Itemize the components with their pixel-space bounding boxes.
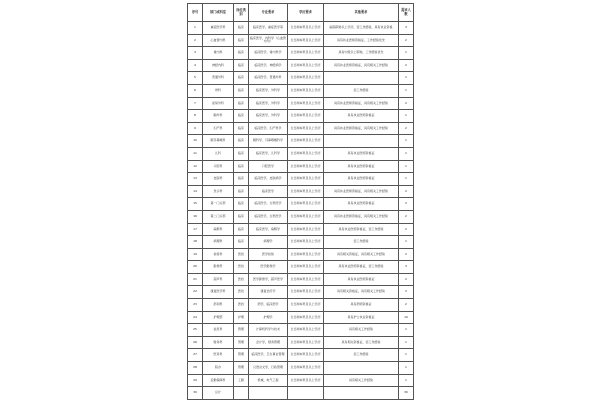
table-cell: 全日制本科及以上学历 [288,261,324,274]
table-cell: 肾内科 [203,47,234,60]
table-cell: 临床医学，内科学（心血管方向） [249,34,288,47]
table-row [188,336,414,349]
header-cell: 序号 [188,4,203,22]
table-cell [324,72,399,85]
table-row [188,147,414,160]
table-cell: 麻醉科 [203,223,234,236]
table-cell: 临床医学，皮肤病学 [249,173,288,186]
table-cell: 第一门诊部 [203,198,234,211]
table-body [188,22,414,400]
table-cell: 医务科 [203,349,234,362]
recruitment-table-page [187,3,413,397]
table-cell: 药剂科 [203,299,234,312]
table-row [188,59,414,72]
table-cell: 信息科 [203,324,234,337]
table-cell: 财务科 [203,336,234,349]
table-cell: 需工作经验 [324,84,399,97]
table-cell: 具有执业医师资格证，具有相关工作经验 [324,122,399,135]
table-cell: 30 [188,387,203,400]
table-cell: 临床 [234,22,249,35]
table-cell: 计算机科学与技术 [249,324,288,337]
table-cell: 临床医学，普通外科 [249,72,288,85]
table-row [188,273,414,286]
table-cell: 1 [399,349,414,362]
table-cell: 全日制本科及以上学历 [288,185,324,198]
table-cell: 具有执业医师资格证 [324,273,399,286]
table-cell: 检验科 [203,248,234,261]
table-cell: 口腔医学 [249,160,288,173]
table-cell: 26 [188,336,203,349]
table-cell: 2 [399,286,414,299]
table-cell: 临床医学，麻醉学 [249,223,288,236]
table-cell: 具有执业医师资格证，具有相关工作经验 [324,185,399,198]
table-cell: 23 [188,299,203,312]
table-cell: 13 [188,173,203,186]
table-cell: 后勤保障科 [203,374,234,387]
table-row [188,185,414,198]
table-cell: 医技 [234,261,249,274]
table-cell: 全日制本科及以上学历 [288,311,324,324]
table-cell: 管理 [234,336,249,349]
table-cell: 29 [188,374,203,387]
table-cell: 临床 [234,147,249,160]
table-cell: 3 [399,22,414,35]
table-cell: 临床 [234,59,249,72]
table-cell: 1 [399,374,414,387]
table-cell: 具有相关工作经验 [324,374,399,387]
table-row [188,173,414,186]
table-cell: 全日制本科及以上学历 [288,362,324,375]
table-cell: 眼耳鼻喉科 [203,135,234,148]
table-cell: 全日制本科及以上学历 [288,147,324,160]
table-cell: 临床 [234,160,249,173]
table-cell: 1 [399,84,414,97]
table-cell: 第二门诊部 [203,210,234,223]
table-cell: 2 [399,198,414,211]
table-cell: 病理学 [249,236,288,249]
table-row [188,47,414,60]
table-cell: 2 [399,223,414,236]
table-cell: 临床 [234,198,249,211]
table-cell: 会计学，财务管理 [249,336,288,349]
table-cell: 3 [399,261,414,274]
table-cell: 骨科 [203,84,234,97]
table-row [188,110,414,123]
table-cell: 临床医学，全科医学 [249,198,288,211]
table-cell: 临床 [234,223,249,236]
table-row [188,311,414,324]
table-cell: 工勤 [234,374,249,387]
table-cell: 全日制本科及以上学历 [288,160,324,173]
table-cell: 全日制本科及以上学历 [288,324,324,337]
table-cell: 25 [188,324,203,337]
table-cell: 皮肤科 [203,173,234,186]
table-cell: 医学影像学，超声医学 [249,273,288,286]
table-row [188,135,414,148]
table-cell: 副高职称以上学历，需工作经验，具有执业资格 [324,22,399,35]
table-cell: 具有执业医师资格证，需工作经验 [324,261,399,274]
table-cell: 2 [399,210,414,223]
table-cell: 17 [188,223,203,236]
table-cell: 1 [399,160,414,173]
table-cell: 心血管内科 [203,34,234,47]
table-cell: 全日制本科及以上学历 [288,22,324,35]
table-cell: 全日制本科及以上学历 [288,34,324,47]
table-cell: 具有执业医师资格证 [324,173,399,186]
table-cell: 18 [188,236,203,249]
table-cell: 重症医学科 [203,22,234,35]
table-cell [288,387,324,400]
table-cell: 急诊科 [203,185,234,198]
table-cell: 具有执业医师资格证，具有相关工作经验 [324,97,399,110]
table-cell: 总计 [203,387,234,400]
table-cell: 具有相关资格证，具有相关工作经验 [324,248,399,261]
table-row [188,261,414,274]
table-cell: 24 [188,311,203,324]
table-cell: 19 [188,248,203,261]
table-cell: 临床医学 [249,185,288,198]
table-cell: 全日制本科及以上学历 [288,299,324,312]
table-cell: 7 [188,97,203,110]
table-cell: 28 [188,362,203,375]
table-row [188,198,414,211]
table-cell: 3 [188,47,203,60]
table-cell: 2 [399,273,414,286]
table-cell: 临床医学，重症医学等 [249,22,288,35]
table-row [188,84,414,97]
table-cell: 院办 [203,362,234,375]
table-cell: 12 [188,160,203,173]
table-cell: 临床 [234,210,249,223]
table-cell: 22 [188,286,203,299]
table-cell: 管理 [234,362,249,375]
table-cell: 临床医学，肾内科学 [249,47,288,60]
table-row [188,34,414,47]
table-row [188,160,414,173]
table-cell: 2 [399,299,414,312]
table-cell: 临床 [234,185,249,198]
table-cell: 全日制本科及以上学历 [288,273,324,286]
table-cell: 4 [188,59,203,72]
table-row [188,324,414,337]
table-cell [249,387,288,400]
table-cell: 眼科学，耳鼻咽喉科学 [249,135,288,148]
table-cell: 1 [399,336,414,349]
table-cell: 30 [399,387,414,400]
table-cell: 临床 [234,173,249,186]
table-cell: 6 [188,84,203,97]
table-cell: 儿科 [203,147,234,160]
table-cell: 医技 [234,299,249,312]
table-cell: 临床医学，神经病学 [249,59,288,72]
table-cell: 11 [188,147,203,160]
table-cell: 管理 [234,349,249,362]
table-cell: 泌尿外科 [203,97,234,110]
table-cell: 口腔科 [203,160,234,173]
table-cell: 临床 [234,97,249,110]
table-cell: 1 [399,110,414,123]
table-cell: 临床医学，卫生事业管理 [249,349,288,362]
table-cell: 护理部 [203,311,234,324]
table-row [188,299,414,312]
table-cell: 医学检验 [249,248,288,261]
table-cell: 康复医学科 [203,286,234,299]
table-cell: 2 [399,185,414,198]
table-cell: 临床医学，外科学 [249,97,288,110]
table-cell: 全日制本科及以上学历 [288,47,324,60]
table-cell: 具有执业医师资格证 [324,110,399,123]
table-cell: 管理 [234,324,249,337]
table-cell: 1 [399,135,414,148]
table-cell: 胸外科 [203,110,234,123]
table-row [188,210,414,223]
table-cell: 康复治疗学 [249,286,288,299]
table-cell: 汉语言文学，行政管理 [249,362,288,375]
table-row [188,223,414,236]
table-cell: 临床 [234,84,249,97]
table-cell: 全日制本科及以上学历 [288,122,324,135]
table-cell: 具有相关资格证，具有相关工作经验 [324,286,399,299]
table-cell: 1 [399,324,414,337]
table-cell: 9 [188,122,203,135]
table-cell: 临床医学，外科学 [249,84,288,97]
table-cell: 全日制本科及以上学历 [288,236,324,249]
table-cell [324,362,399,375]
table-cell: 全日制本科及以上学历 [288,97,324,110]
table-cell: 全日制本科及以上学历 [288,210,324,223]
table-row [188,22,414,35]
table-cell: 临床 [234,34,249,47]
table-cell: 具有执业医师资格证 [324,147,399,160]
table-cell: 全日制本科及以上学历 [288,223,324,236]
table-cell: 全日制本科及以上学历 [288,110,324,123]
table-cell: 1 [399,173,414,186]
table-row [188,97,414,110]
table-cell: 全日制本科及以上学历 [288,336,324,349]
table-cell: 临床 [234,135,249,148]
header-cell: 学历要求 [288,4,324,22]
header-cell: 其他要求 [324,4,399,22]
table-row [188,72,414,85]
table-cell: 医技 [234,273,249,286]
table-row [188,362,414,375]
table-cell: 普通外科 [203,72,234,85]
table-cell: 具有相关工作经验 [324,324,399,337]
table-cell: 全日制本科及以上学历 [288,248,324,261]
table-cell: 10 [399,311,414,324]
table-cell: 20 [188,261,203,274]
header-cell: 需求人数 [399,4,414,22]
table-cell: 15 [188,198,203,211]
table-cell: 临床医学，儿科学 [249,147,288,160]
table-cell: 全日制本科及以上学历 [288,173,324,186]
header-cell: 专业要求 [249,4,288,22]
table-cell: 2 [399,59,414,72]
table-cell: 具有执业医师资格证，工作经验优先 [324,34,399,47]
table-cell: 具有相关资格证，需工作经验 [324,336,399,349]
table-cell: 具有中级以上职称，工作经验优先 [324,47,399,60]
table-cell: 具有执业医师资格证 [324,160,399,173]
table-cell: 1 [399,362,414,375]
table-cell [324,135,399,148]
table-cell: 机械，电气工程 [249,374,288,387]
recruitment-table [187,3,414,400]
table-cell: 全日制本科及以上学历 [288,374,324,387]
table-cell: 具有执业医师资格证，具有相关工作经验 [324,59,399,72]
table-cell: 具有药师资格证 [324,299,399,312]
table-cell: 1 [399,72,414,85]
table-cell: 临床 [234,47,249,60]
table-cell: 医技 [234,248,249,261]
table-cell: 10 [188,135,203,148]
table-cell: 全日制本科及以上学历 [288,198,324,211]
table-cell: 具有执业医师资格证 [324,198,399,211]
table-cell: 临床医学，妇产科学 [249,122,288,135]
table-cell: 临床 [234,236,249,249]
table-cell: 临床 [234,110,249,123]
table-cell: 1 [399,236,414,249]
table-cell: 27 [188,349,203,362]
table-cell: 全日制本科及以上学历 [288,286,324,299]
table-cell [324,387,399,400]
table-cell: 护理学 [249,311,288,324]
table-cell: 2 [399,122,414,135]
table-header-row [188,4,414,22]
table-cell: 全日制本科及以上学历 [288,59,324,72]
table-cell: 医技 [234,286,249,299]
table-cell: 临床 [234,72,249,85]
table-cell: 2 [399,34,414,47]
table-cell: 5 [188,72,203,85]
header-cell: 部门或科室 [203,4,234,22]
table-cell: 2 [188,34,203,47]
table-cell: 具有护士执业资格证 [324,311,399,324]
table-row [188,374,414,387]
table-cell: 临床医学，外科学 [249,110,288,123]
table-row [188,349,414,362]
table-cell: 1 [188,22,203,35]
table-cell: 2 [399,97,414,110]
header-cell: 岗位类别 [234,4,249,22]
table-cell: 16 [188,210,203,223]
table-cell: 影像科 [203,261,234,274]
table-row [188,387,414,400]
table-cell: 药学，临床药学 [249,299,288,312]
table-cell: 全日制本科及以上学历 [288,84,324,97]
table-cell: 全日制本科及以上学历 [288,349,324,362]
table-cell: 护理 [234,311,249,324]
table-cell: 妇产科 [203,122,234,135]
table-cell: 需工作经验 [324,236,399,249]
table-cell: 8 [188,110,203,123]
table-cell: 全日制本科及以上学历 [288,72,324,85]
table-row [188,248,414,261]
table-cell: 需工作经验 [324,349,399,362]
table-cell: 全日制本科及以上学历 [288,135,324,148]
table-cell: 临床医学，全科医学 [249,210,288,223]
table-cell: 病理科 [203,236,234,249]
table-cell: 具有执业医师资格证，具有相关工作经验 [324,210,399,223]
table-cell: 14 [188,185,203,198]
table-cell: 21 [188,273,203,286]
table-cell: 临床 [234,122,249,135]
table-cell: 2 [399,248,414,261]
table-cell: 神经内科 [203,59,234,72]
table-row [188,236,414,249]
table-cell: 1 [399,147,414,160]
table-row [188,122,414,135]
table-cell: 具有执业医师资格证，需工作经验 [324,223,399,236]
table-cell: 医学影像学 [249,261,288,274]
table-row [188,286,414,299]
table-cell: 1 [399,47,414,60]
table-cell: 超声科 [203,273,234,286]
table-cell [234,387,249,400]
